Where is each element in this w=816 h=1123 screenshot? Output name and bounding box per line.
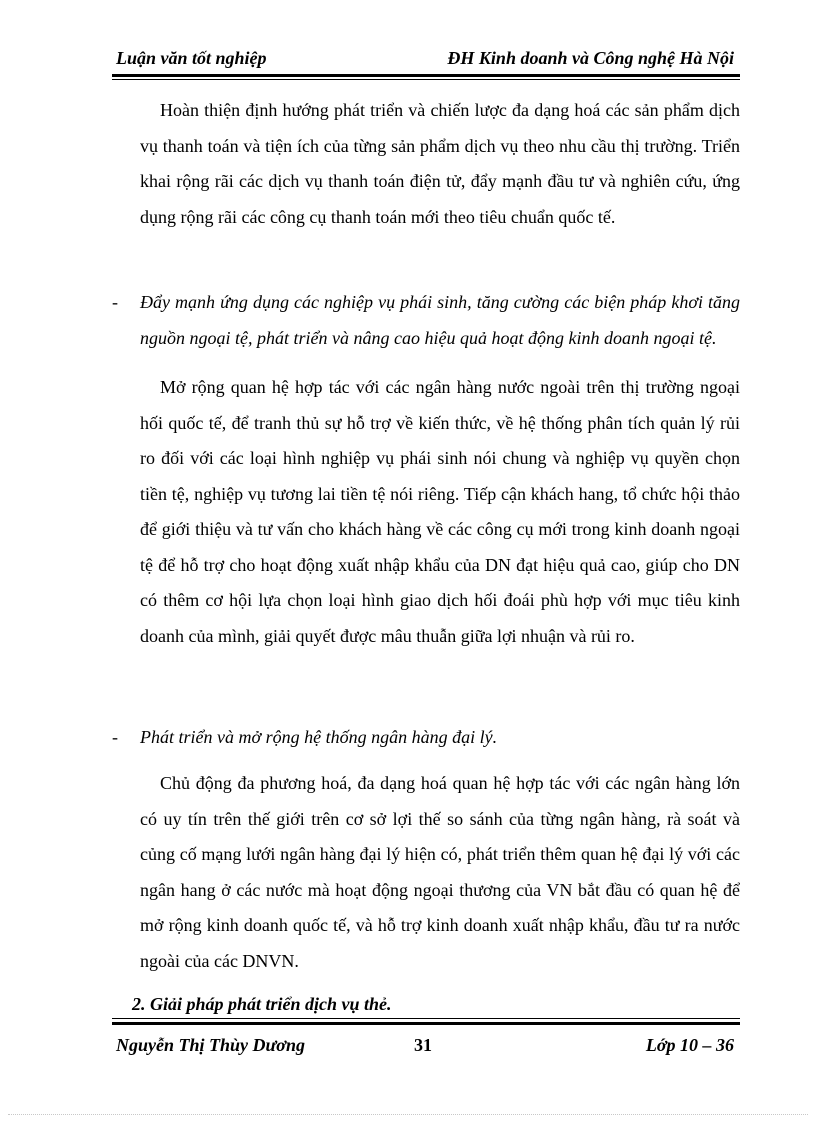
bullet-derivatives-text: Đẩy mạnh ứng dụng các nghiệp vụ phái sinh, tăng cường các biện pháp khơi tăng nguồn ngoại tệ, phát triển và nâng cao hiệu quả hoạt động kinh doanh ngoại tệ. bbox=[140, 292, 740, 348]
paragraph-foreign-cooperation: Mở rộng quan hệ hợp tác với các ngân hàng nước ngoài trên thị trường ngoại hối quốc tế, để tranh thủ sự hỗ trợ về kiến thức, về hệ thống phân tích quản lý rủi ro đối với các loại hình nghiệp vụ phái sinh nói chung và nghiệp vụ quyền chọn tiền tệ, nghiệp vụ tương lai tiền tệ nói riêng. Tiếp cận khách hang, tổ chức hội thảo để giới thiệu và tư vấn cho khách hàng về các công cụ mới trong kinh doanh ngoại tệ để hỗ trợ cho hoạt động xuất nhập khẩu của DN đạt hiệu quả cao, giúp cho DN có thêm cơ hội lựa chọn loại hình giao dịch hối đoái phù hợp với mục tiêu kinh doanh của mình, giải quyết được mâu thuẫn giữa lợi nhuận và rủi ro. bbox=[140, 377, 740, 646]
paragraph-payment-services: Hoàn thiện định hướng phát triển và chiến lược đa dạng hoá các sản phẩm dịch vụ thanh toán và tiện ích của từng sản phẩm dịch vụ theo nhu cầu thị trường. Triển khai rộng rãi các dịch vụ thanh toán điện tử, đẩy mạnh đầu tư và nghiên cứu, ứng dụng rộng rãi các công cụ thanh toán mới theo tiêu chuẩn quốc tế. bbox=[140, 100, 740, 227]
section-heading-card-services: 2. Giải pháp phát triển dịch vụ thẻ. bbox=[132, 994, 392, 1014]
header-title-right: ĐH Kinh doanh và Công nghệ Hà Nội bbox=[447, 48, 734, 68]
bullet-correspondent-banks-text: Phát triển và mở rộng hệ thống ngân hàng đại lý. bbox=[140, 727, 498, 747]
paragraph-correspondent-network: Chủ động đa phương hoá, đa dạng hoá quan hệ hợp tác với các ngân hàng lớn có uy tín trên thế giới trên cơ sở lợi thế so sánh của từng ngân hàng, rà soát và củng cố mạng lưới ngân hàng đại lý hiện có, phát triển thêm quan hệ đại lý với các ngân hang ở các nước mà hoạt động ngoại thương của VN bắt đầu có quan hệ để mở rộng kinh doanh quốc tế, và hỗ trợ kinh doanh xuất nhập khẩu, đầu tư ra nước ngoài của các DNVN. bbox=[140, 773, 740, 971]
bullet-marker: - bbox=[112, 727, 118, 747]
bullet-marker: - bbox=[112, 292, 118, 312]
page-edge-divider bbox=[8, 1114, 808, 1115]
footer-class: Lớp 10 – 36 bbox=[645, 1035, 734, 1055]
bullet-correspondent-banks bbox=[112, 720, 740, 756]
footer-rule-thin bbox=[112, 1018, 740, 1019]
bullet-derivatives bbox=[112, 285, 740, 357]
footer-rule-thick bbox=[112, 1022, 740, 1025]
footer-author: Nguyễn Thị Thùy Dương bbox=[116, 1035, 305, 1055]
page-number: 31 bbox=[414, 1035, 432, 1055]
header-title-left: Luận văn tốt nghiệp bbox=[116, 48, 267, 68]
header-rule-thick bbox=[112, 74, 740, 77]
header-rule-thin bbox=[112, 79, 740, 80]
